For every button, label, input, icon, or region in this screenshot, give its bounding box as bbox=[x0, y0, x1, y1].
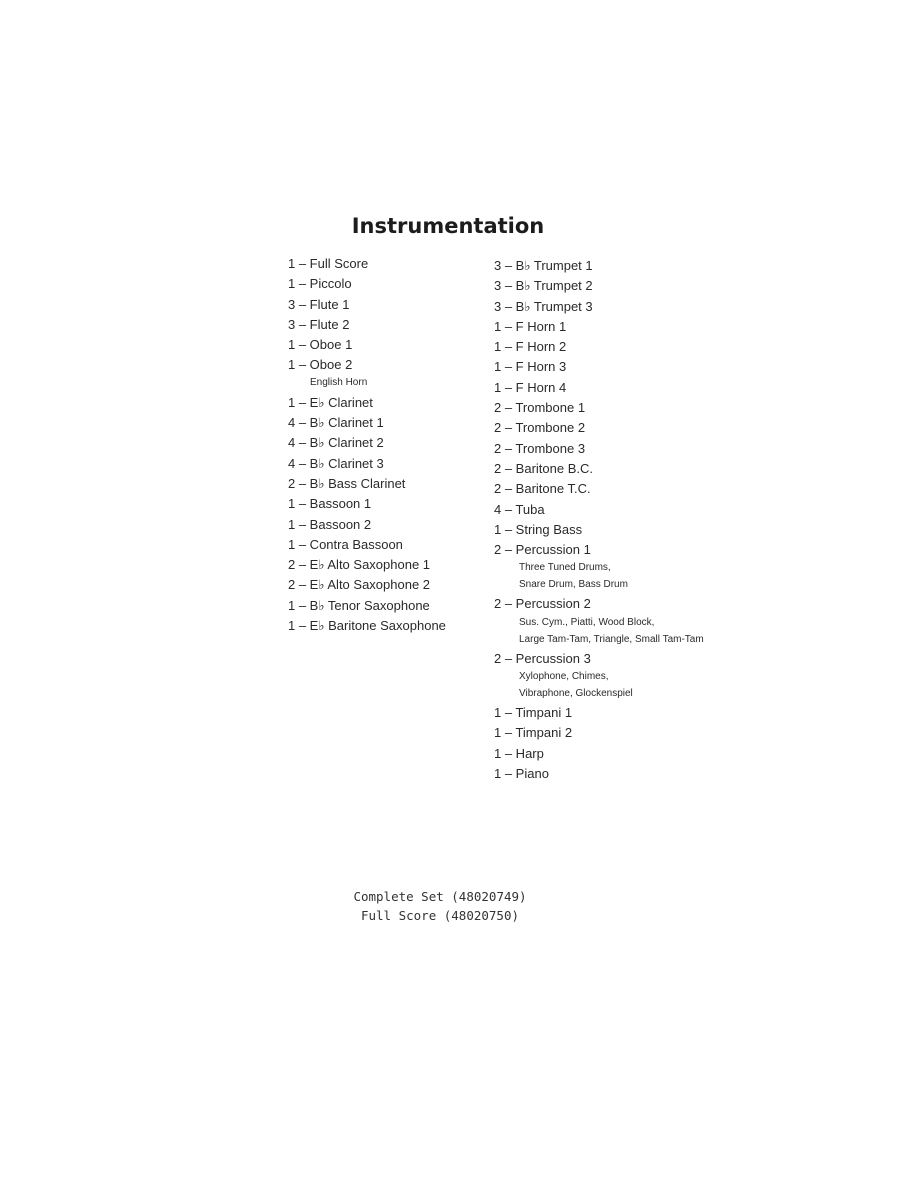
instrument-item bbox=[494, 459, 704, 479]
instrument-label: 1 – String Bass bbox=[494, 521, 583, 537]
instrument-note: Vibraphone, Glockenspiel bbox=[519, 688, 633, 700]
instrument-item bbox=[494, 357, 704, 377]
instrument-item bbox=[288, 433, 446, 453]
instrument-list-right bbox=[494, 256, 704, 784]
instrument-item bbox=[288, 355, 446, 390]
instrument-label: 1 – Harp bbox=[494, 745, 544, 761]
instrument-item bbox=[494, 317, 704, 337]
instrument-label: 2 – Percussion 1 bbox=[494, 542, 591, 558]
instrument-label: 1 – Timpani 2 bbox=[494, 725, 573, 741]
instrument-item bbox=[288, 393, 446, 413]
instrument-item bbox=[494, 256, 704, 276]
instrument-note: Xylophone, Chimes, bbox=[519, 671, 609, 683]
instrument-item bbox=[494, 479, 704, 499]
instrument-label: 2 – Percussion 3 bbox=[494, 650, 591, 666]
instrument-item bbox=[494, 337, 704, 357]
instrument-label: 4 – Tuba bbox=[494, 501, 545, 517]
instrument-item bbox=[288, 575, 446, 595]
instrument-note: Large Tam-Tam, Triangle, Small Tam-Tam bbox=[519, 633, 704, 645]
instrument-item bbox=[494, 378, 704, 398]
instrument-list-left bbox=[288, 254, 446, 636]
instrument-label: 1 – F Horn 4 bbox=[494, 379, 567, 395]
instrument-label: 2 – Percussion 2 bbox=[494, 596, 591, 612]
instrument-label: 1 – Contra Bassoon bbox=[288, 536, 403, 552]
instrument-label: 1 – F Horn 1 bbox=[494, 318, 567, 334]
full-score-number: Full Score (48020750) bbox=[360, 908, 520, 923]
instrument-note: Three Tuned Drums, bbox=[519, 562, 611, 574]
instrument-item bbox=[288, 454, 446, 474]
instrument-label: 1 – E♭ Baritone Saxophone bbox=[288, 618, 446, 634]
instrument-label: 4 – B♭ Clarinet 1 bbox=[288, 415, 384, 431]
instrument-label: 2 – Trombone 2 bbox=[494, 420, 586, 436]
instrument-item bbox=[494, 703, 704, 723]
instrument-label: 1 – F Horn 3 bbox=[494, 359, 567, 375]
instrument-label: 1 – Full Score bbox=[288, 256, 369, 271]
instrument-item bbox=[494, 649, 704, 702]
instrument-note: Snare Drum, Bass Drum bbox=[519, 579, 628, 591]
instrument-item bbox=[494, 520, 704, 540]
instrument-item bbox=[288, 616, 446, 636]
instrument-label: 3 – Flute 1 bbox=[288, 296, 350, 312]
instrument-label: 2 – E♭ Alto Saxophone 1 bbox=[288, 557, 431, 573]
instrument-label: 1 – Piccolo bbox=[288, 276, 352, 292]
instrument-item bbox=[494, 439, 704, 459]
instrument-item bbox=[494, 297, 704, 317]
instrument-item bbox=[288, 596, 446, 616]
instrument-item bbox=[288, 274, 446, 294]
instrument-note: Sus. Cym., Piatti, Wood Block, bbox=[519, 616, 655, 628]
instrument-label: 3 – B♭ Trumpet 2 bbox=[494, 278, 593, 294]
instrument-item bbox=[288, 295, 446, 315]
instrument-item bbox=[494, 594, 704, 647]
instrument-label: 4 – B♭ Clarinet 3 bbox=[288, 455, 384, 471]
instrument-label: 2 – Trombone 3 bbox=[494, 440, 586, 456]
instrument-label: 1 – Oboe 1 bbox=[288, 337, 353, 353]
instrument-label: 1 – Piano bbox=[494, 765, 549, 781]
instrument-label: 1 – Bassoon 1 bbox=[288, 496, 372, 512]
instrument-label: 2 – E♭ Alto Saxophone 2 bbox=[288, 577, 431, 593]
instrument-label: 1 – Bassoon 2 bbox=[288, 516, 372, 532]
instrument-item bbox=[494, 398, 704, 418]
instrument-label: 1 – Timpani 1 bbox=[494, 705, 573, 721]
complete-set-number: Complete Set (48020749) bbox=[353, 889, 527, 904]
instrument-label: 2 – Baritone B.C. bbox=[494, 460, 593, 476]
instrument-label: 3 – Flute 2 bbox=[288, 316, 350, 332]
instrument-item bbox=[494, 500, 704, 520]
instrument-item bbox=[494, 723, 704, 743]
instrument-label: 2 – Baritone T.C. bbox=[494, 481, 591, 497]
instrument-item bbox=[288, 555, 446, 575]
instrument-label: 2 – B♭ Bass Clarinet bbox=[288, 475, 406, 491]
page-title: Instrumentation bbox=[351, 214, 545, 239]
instrument-item bbox=[288, 494, 446, 514]
instrument-item bbox=[494, 418, 704, 438]
instrument-label: 3 – B♭ Trumpet 3 bbox=[494, 298, 593, 314]
instrument-label: 1 – E♭ Clarinet bbox=[288, 394, 373, 410]
instrument-label: 1 – B♭ Tenor Saxophone bbox=[288, 597, 430, 613]
instrument-item bbox=[494, 540, 704, 593]
instrument-item bbox=[288, 254, 446, 274]
instrument-item bbox=[494, 764, 704, 784]
instrument-label: 4 – B♭ Clarinet 2 bbox=[288, 435, 384, 451]
instrument-item bbox=[288, 413, 446, 433]
instrument-item bbox=[288, 474, 446, 494]
instrument-label: 3 – B♭ Trumpet 1 bbox=[494, 258, 593, 273]
instrument-item bbox=[288, 335, 446, 355]
instrument-item bbox=[288, 535, 446, 555]
instrument-item bbox=[494, 276, 704, 296]
instrument-note: English Horn bbox=[310, 376, 368, 388]
instrument-item bbox=[288, 515, 446, 535]
instrument-item bbox=[494, 744, 704, 764]
instrument-item bbox=[288, 315, 446, 335]
instrument-label: 1 – Oboe 2 bbox=[288, 357, 353, 373]
instrument-label: 1 – F Horn 2 bbox=[494, 339, 567, 355]
catalog-numbers bbox=[0, 887, 880, 925]
instrument-label: 2 – Trombone 1 bbox=[494, 400, 586, 416]
